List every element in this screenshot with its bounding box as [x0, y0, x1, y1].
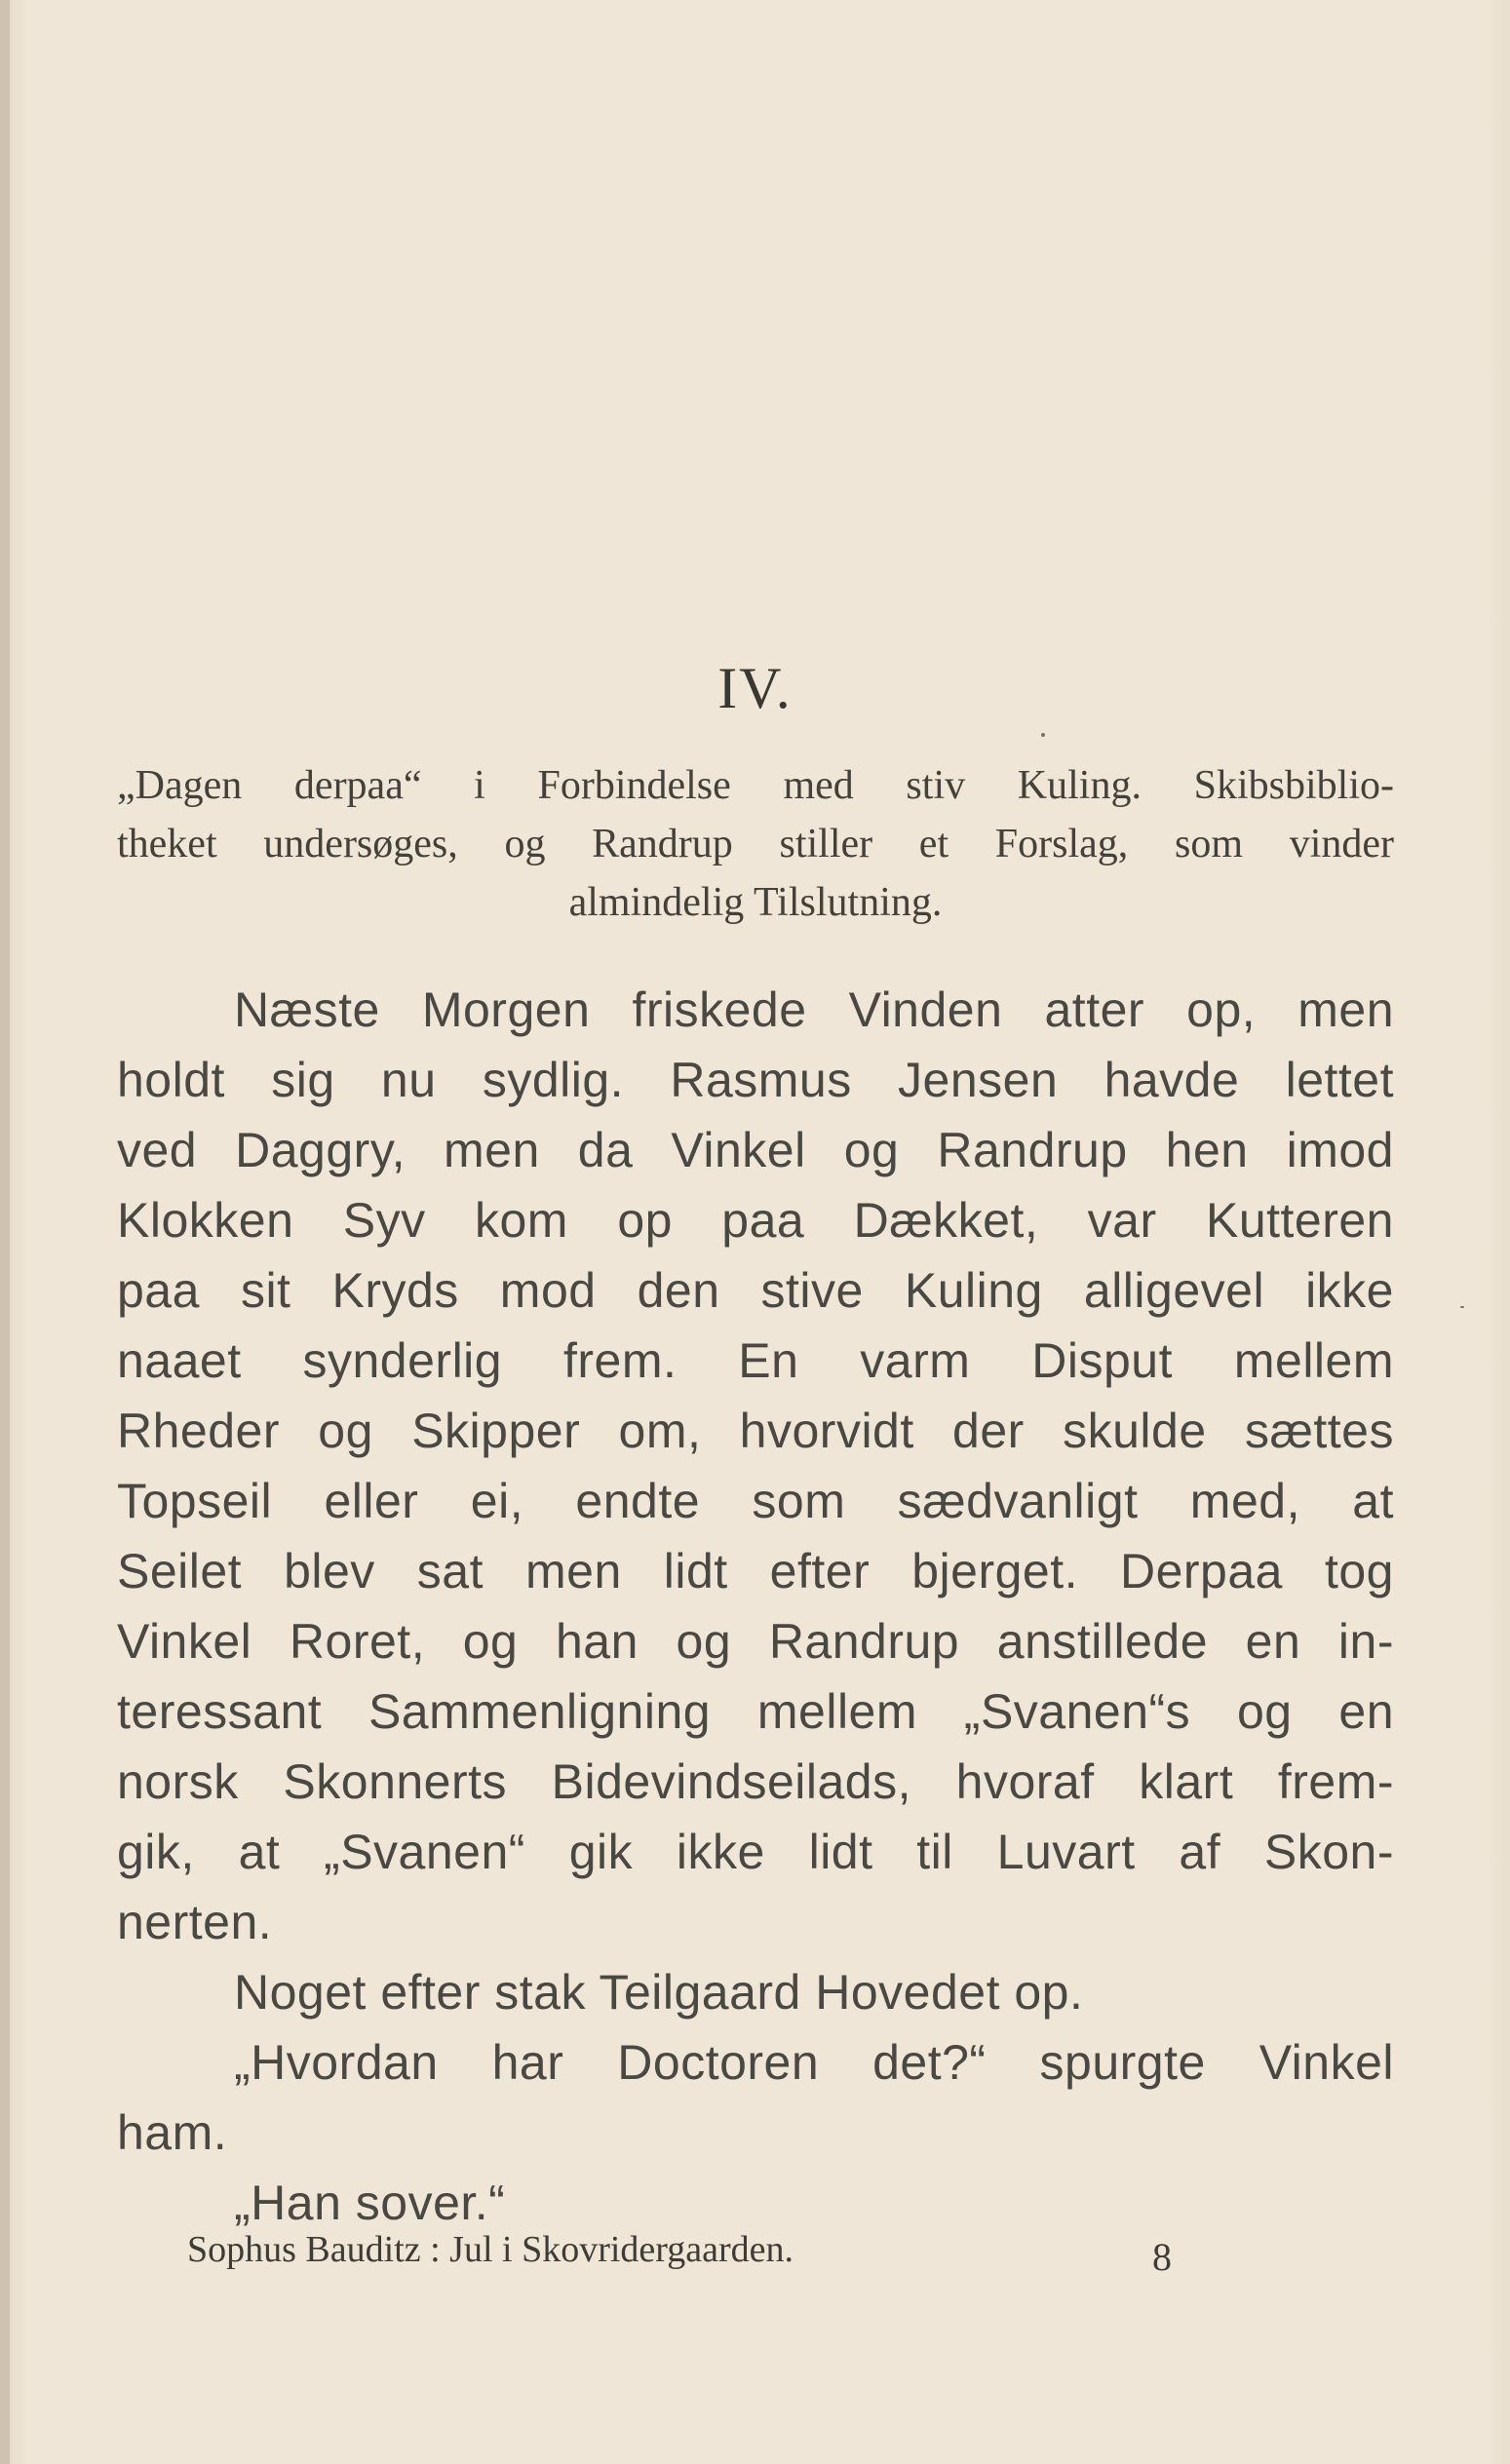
text-line: gik, at „Svanen“ gik ikke lidt til Luvart af Skon-	[117, 1825, 1394, 1879]
text-line: ved Daggry, men da Vinkel og Randrup hen imod	[117, 1123, 1394, 1177]
text-line: Rheder og Skipper om, hvorvidt der skulde sættes	[117, 1404, 1394, 1458]
running-footer: Sophus Bauditz : Jul i Skovridergaarden.	[187, 2229, 794, 2270]
text-line: „Han sover.“	[234, 2175, 506, 2230]
text-line: ham.	[117, 2105, 228, 2160]
print-speck	[1041, 733, 1045, 737]
text-line: „Hvordan har Doctoren det?“ spurgte Vinkel	[234, 2035, 1394, 2090]
summary-line: almindelig Tilslutning.	[568, 880, 943, 925]
print-speck	[1460, 1306, 1464, 1308]
text-line: norsk Skonnerts Bidevindseilads, hvoraf klart frem-	[117, 1754, 1394, 1809]
chapter-heading: IV.	[717, 656, 793, 720]
text-line: paa sit Kryds mod den stive Kuling alligevel ikke	[117, 1263, 1394, 1318]
body-text	[117, 975, 1394, 2238]
text-line: Noget efter stak Teilgaard Hovedet op.	[234, 1965, 1084, 2020]
text-line: Vinkel Roret, og han og Randrup anstillede en in-	[117, 1614, 1394, 1669]
signature-mark: 8	[1152, 2235, 1172, 2279]
text-line: holdt sig nu sydlig. Rasmus Jensen havde lettet	[117, 1053, 1394, 1107]
text-line: Næste Morgen friskede Vinden atter op, men	[234, 982, 1394, 1037]
text-line: naaet synderlig frem. En varm Disput mellem	[117, 1333, 1394, 1388]
text-line: Topseil eller ei, endte som sædvanligt med, at	[117, 1474, 1394, 1528]
chapter-summary	[117, 756, 1394, 932]
text-line: Seilet blev sat men lidt efter bjerget. Derpaa tog	[117, 1544, 1394, 1598]
summary-line: „Dagen derpaa“ i Forbindelse med stiv Kuling. Skibsbiblio-	[117, 763, 1394, 808]
page-gutter	[0, 0, 10, 2464]
text-line: nerten.	[117, 1895, 273, 1949]
text-line: Klokken Syv kom op paa Dækket, var Kutteren	[117, 1193, 1394, 1248]
text-line: teressant Sammenligning mellem „Svanen“s og en	[117, 1684, 1394, 1739]
summary-line: theket undersøges, og Randrup stiller et Forslag, som vinder	[117, 822, 1394, 866]
